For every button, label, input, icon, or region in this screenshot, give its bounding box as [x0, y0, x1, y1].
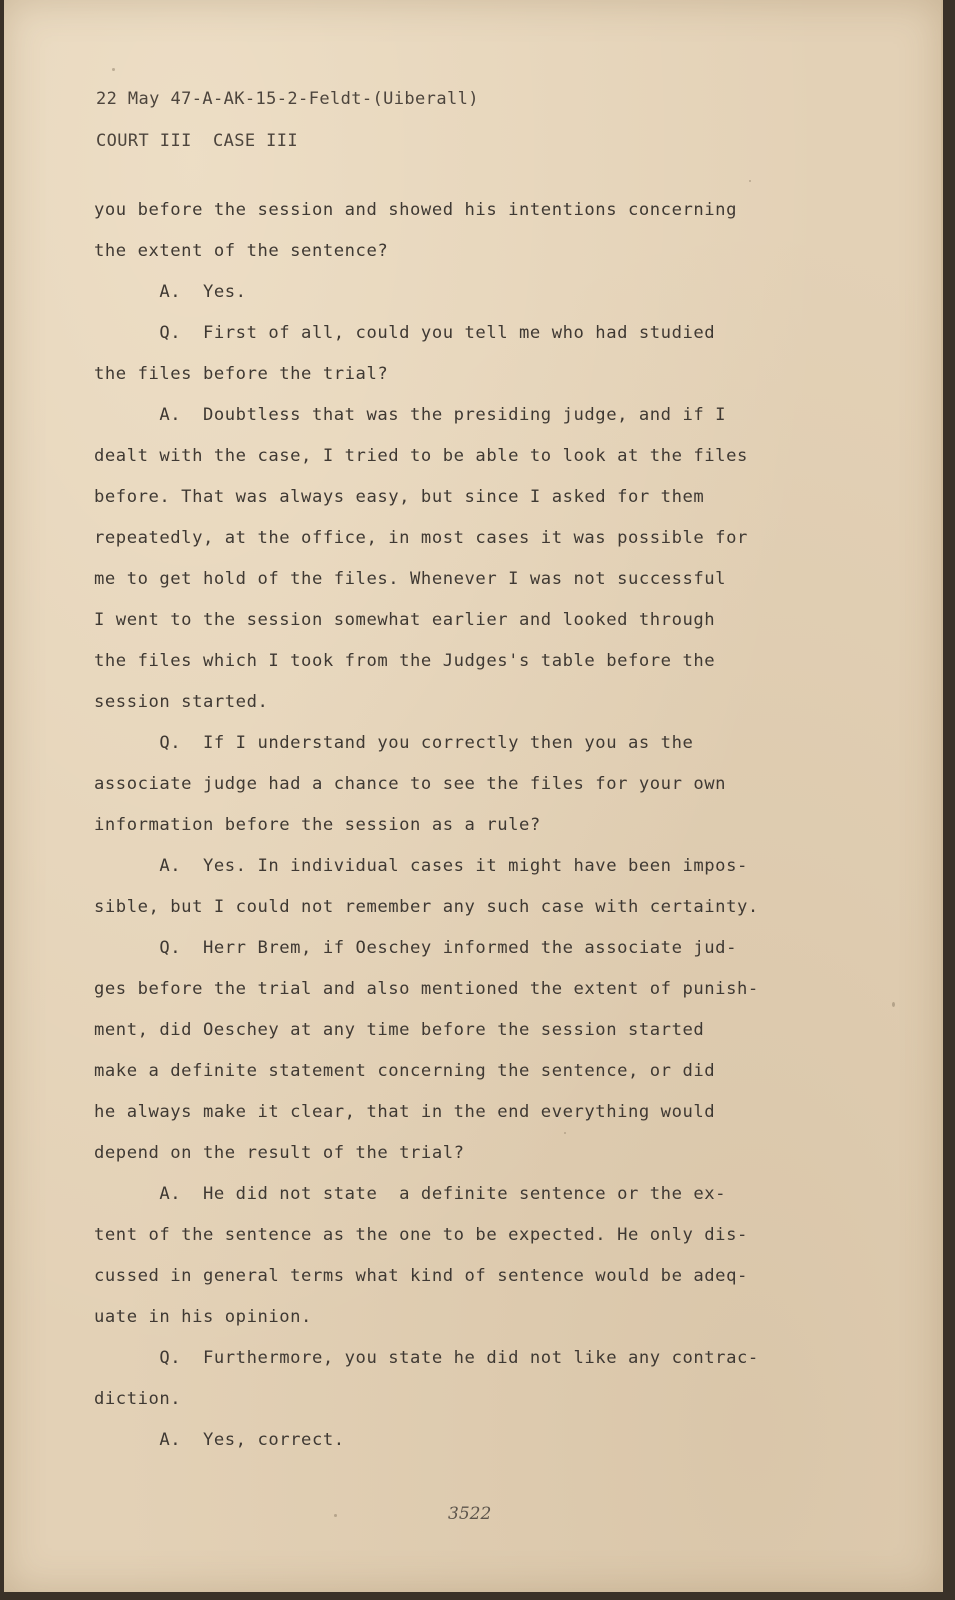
text-line: he always make it clear, that in the end everything would [94, 1102, 716, 1122]
paper-speck [112, 68, 115, 71]
text-line: the files before the trial? [94, 364, 389, 384]
document-header-reference: 22 May 47-A-AK-15-2-Feldt-(Uiberall) [96, 89, 479, 109]
text-line: information before the session as a rule? [94, 815, 541, 835]
text-line: dealt with the case, I tried to be able to look at the files [94, 446, 748, 466]
text-line: associate judge had a chance to see the files for your own [94, 774, 727, 794]
paper-speck [749, 180, 751, 182]
text-line: A. He did not state a definite sentence or the ex- [94, 1184, 727, 1204]
text-line: you before the session and showed his intentions concerning [94, 200, 737, 220]
text-line: the files which I took from the Judges's table before the [94, 651, 716, 671]
text-line: ment, did Oeschey at any time before the session started [94, 1020, 705, 1040]
paper-speck [334, 1514, 337, 1517]
text-line: A. Yes. [94, 282, 247, 302]
text-line: tent of the sentence as the one to be expected. He only dis- [94, 1225, 748, 1245]
paper-speck [564, 1132, 566, 1134]
document-page [4, 0, 943, 1592]
transcript-body [94, 190, 854, 1461]
text-line: uate in his opinion. [94, 1307, 312, 1327]
text-line: diction. [94, 1389, 182, 1409]
text-line: Q. If I understand you correctly then you as the [94, 733, 694, 753]
text-line: ges before the trial and also mentioned the extent of punish- [94, 979, 759, 999]
text-line: Q. Herr Brem, if Oeschey informed the associate jud- [94, 938, 737, 958]
text-line: before. That was always easy, but since I asked for them [94, 487, 705, 507]
text-line: the extent of the sentence? [94, 241, 389, 261]
text-line: Q. First of all, could you tell me who had studied [94, 323, 716, 343]
text-line: sible, but I could not remember any such case with certainty. [94, 897, 759, 917]
text-line: me to get hold of the files. Whenever I was not successful [94, 569, 727, 589]
text-line: depend on the result of the trial? [94, 1143, 465, 1163]
text-line: A. Yes, correct. [94, 1430, 345, 1450]
paper-speck [892, 1002, 895, 1007]
page-number: 3522 [448, 1504, 492, 1524]
text-line: session started. [94, 692, 269, 712]
text-line: cussed in general terms what kind of sentence would be adeq- [94, 1266, 748, 1286]
text-line: A. Yes. In individual cases it might have been impos- [94, 856, 748, 876]
text-line: make a definite statement concerning the sentence, or did [94, 1061, 716, 1081]
text-line: I went to the session somewhat earlier and looked through [94, 610, 716, 630]
document-header-court: COURT III CASE III [96, 131, 299, 151]
text-line: A. Doubtless that was the presiding judge, and if I [94, 405, 727, 425]
text-line: Q. Furthermore, you state he did not like any contrac- [94, 1348, 759, 1368]
text-line: repeatedly, at the office, in most cases it was possible for [94, 528, 748, 548]
